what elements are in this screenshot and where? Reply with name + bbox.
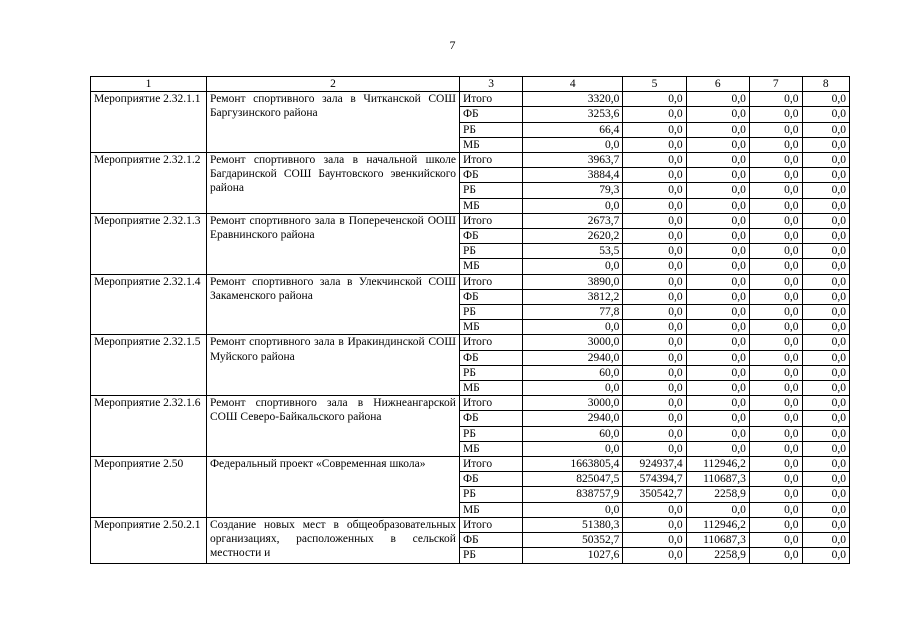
amount-col-7: 0,0 [749, 183, 802, 198]
amount-col-6: 0,0 [686, 92, 749, 107]
amount-col-6: 0,0 [686, 137, 749, 152]
table-row [91, 153, 850, 168]
amount-col-4: 3320,0 [523, 92, 623, 107]
amount-col-4: 3812,2 [523, 289, 623, 304]
amount-col-7: 0,0 [749, 92, 802, 107]
event-name: Ремонт спортивного зала в Нижнеангарской СОШ Северо-Байкальского района [206, 396, 459, 457]
header-row [91, 77, 850, 92]
amount-col-7: 0,0 [749, 122, 802, 137]
amount-col-8: 0,0 [802, 548, 849, 563]
amount-col-5: 350542,7 [623, 487, 686, 502]
funding-source: ФБ [459, 533, 522, 548]
funding-source: Итого [459, 92, 522, 107]
amount-col-5: 0,0 [623, 122, 686, 137]
amount-col-8: 0,0 [802, 335, 849, 350]
amount-col-8: 0,0 [802, 381, 849, 396]
amount-col-4: 3890,0 [523, 274, 623, 289]
funding-source: ФБ [459, 229, 522, 244]
funding-source: РБ [459, 548, 522, 563]
funding-source: Итого [459, 457, 522, 472]
amount-col-6: 110687,3 [686, 472, 749, 487]
amount-col-5: 0,0 [623, 365, 686, 380]
amount-col-4: 0,0 [523, 441, 623, 456]
amount-col-4: 2620,2 [523, 229, 623, 244]
amount-col-8: 0,0 [802, 517, 849, 532]
amount-col-5: 0,0 [623, 168, 686, 183]
amount-col-6: 0,0 [686, 396, 749, 411]
funding-source: МБ [459, 320, 522, 335]
amount-col-7: 0,0 [749, 229, 802, 244]
funding-source: Итого [459, 335, 522, 350]
amount-col-7: 0,0 [749, 274, 802, 289]
amount-col-5: 0,0 [623, 426, 686, 441]
amount-col-6: 0,0 [686, 441, 749, 456]
amount-col-4: 825047,5 [523, 472, 623, 487]
amount-col-4: 77,8 [523, 305, 623, 320]
amount-col-8: 0,0 [802, 350, 849, 365]
event-code: Мероприятие 2.50.2.1 [91, 517, 207, 563]
event-name: Ремонт спортивного зала в Иракиндинской СОШ Муйского района [206, 335, 459, 396]
amount-col-7: 0,0 [749, 259, 802, 274]
amount-col-8: 0,0 [802, 92, 849, 107]
amount-col-8: 0,0 [802, 365, 849, 380]
amount-col-5: 0,0 [623, 305, 686, 320]
amount-col-5: 0,0 [623, 289, 686, 304]
amount-col-8: 0,0 [802, 183, 849, 198]
funding-source: РБ [459, 365, 522, 380]
amount-col-5: 0,0 [623, 259, 686, 274]
amount-col-8: 0,0 [802, 107, 849, 122]
amount-col-5: 0,0 [623, 198, 686, 213]
table-row [91, 457, 850, 472]
amount-col-4: 0,0 [523, 502, 623, 517]
header-col-6: 6 [686, 77, 749, 92]
event-name: Ремонт спортивного зала в Читканской СОШ Баргузинского района [206, 92, 459, 153]
amount-col-7: 0,0 [749, 198, 802, 213]
amount-col-4: 53,5 [523, 244, 623, 259]
amount-col-6: 0,0 [686, 274, 749, 289]
amount-col-6: 0,0 [686, 426, 749, 441]
funding-source: ФБ [459, 350, 522, 365]
amount-col-4: 1663805,4 [523, 457, 623, 472]
amount-col-6: 0,0 [686, 259, 749, 274]
funding-source: ФБ [459, 411, 522, 426]
funding-source: Итого [459, 517, 522, 532]
event-name: Создание новых мест в общеобразовательных организациях, расположенных в сельской местности и [206, 517, 459, 563]
amount-col-8: 0,0 [802, 153, 849, 168]
amount-col-8: 0,0 [802, 441, 849, 456]
amount-col-8: 0,0 [802, 472, 849, 487]
amount-col-7: 0,0 [749, 320, 802, 335]
funding-source: Итого [459, 153, 522, 168]
amount-col-5: 574394,7 [623, 472, 686, 487]
amount-col-7: 0,0 [749, 213, 802, 228]
amount-col-7: 0,0 [749, 244, 802, 259]
amount-col-5: 0,0 [623, 381, 686, 396]
funding-source: РБ [459, 305, 522, 320]
amount-col-7: 0,0 [749, 441, 802, 456]
amount-col-7: 0,0 [749, 335, 802, 350]
amount-col-4: 3000,0 [523, 396, 623, 411]
amount-col-6: 0,0 [686, 183, 749, 198]
event-code: Мероприятие 2.32.1.5 [91, 335, 207, 396]
amount-col-4: 0,0 [523, 198, 623, 213]
amount-col-7: 0,0 [749, 533, 802, 548]
funding-source: ФБ [459, 168, 522, 183]
header-col-1: 1 [91, 77, 207, 92]
event-code: Мероприятие 2.32.1.4 [91, 274, 207, 335]
amount-col-6: 0,0 [686, 107, 749, 122]
amount-col-4: 2940,0 [523, 350, 623, 365]
amount-col-8: 0,0 [802, 305, 849, 320]
amount-col-5: 0,0 [623, 548, 686, 563]
amount-col-5: 0,0 [623, 320, 686, 335]
amount-col-4: 0,0 [523, 320, 623, 335]
amount-col-4: 79,3 [523, 183, 623, 198]
amount-col-4: 3000,0 [523, 335, 623, 350]
table-body [91, 92, 850, 563]
amount-col-7: 0,0 [749, 426, 802, 441]
amount-col-6: 0,0 [686, 350, 749, 365]
amount-col-5: 0,0 [623, 107, 686, 122]
amount-col-5: 0,0 [623, 350, 686, 365]
header-col-7: 7 [749, 77, 802, 92]
amount-col-7: 0,0 [749, 548, 802, 563]
header-col-4: 4 [523, 77, 623, 92]
funding-source: РБ [459, 244, 522, 259]
amount-col-6: 0,0 [686, 198, 749, 213]
amount-col-6: 0,0 [686, 213, 749, 228]
amount-col-7: 0,0 [749, 411, 802, 426]
funding-source: ФБ [459, 472, 522, 487]
amount-col-6: 110687,3 [686, 533, 749, 548]
amount-col-5: 0,0 [623, 533, 686, 548]
amount-col-5: 0,0 [623, 92, 686, 107]
amount-col-5: 0,0 [623, 183, 686, 198]
amount-col-4: 838757,9 [523, 487, 623, 502]
amount-col-6: 0,0 [686, 502, 749, 517]
event-code: Мероприятие 2.32.1.6 [91, 396, 207, 457]
amount-col-6: 0,0 [686, 289, 749, 304]
page-number: 7 [449, 38, 456, 52]
amount-col-8: 0,0 [802, 213, 849, 228]
table-row [91, 335, 850, 350]
amount-col-8: 0,0 [802, 229, 849, 244]
header-col-5: 5 [623, 77, 686, 92]
amount-col-8: 0,0 [802, 487, 849, 502]
amount-col-8: 0,0 [802, 259, 849, 274]
amount-col-8: 0,0 [802, 411, 849, 426]
amount-col-5: 0,0 [623, 244, 686, 259]
amount-col-8: 0,0 [802, 457, 849, 472]
amount-col-4: 0,0 [523, 137, 623, 152]
amount-col-6: 0,0 [686, 381, 749, 396]
event-code: Мероприятие 2.50 [91, 457, 207, 518]
amount-col-7: 0,0 [749, 487, 802, 502]
event-name: Федеральный проект «Современная школа» [206, 457, 459, 518]
amount-col-6: 112946,2 [686, 517, 749, 532]
table-row [91, 517, 850, 532]
amount-col-6: 0,0 [686, 122, 749, 137]
amount-col-7: 0,0 [749, 502, 802, 517]
amount-col-5: 0,0 [623, 411, 686, 426]
event-code: Мероприятие 2.32.1.2 [91, 153, 207, 214]
amount-col-7: 0,0 [749, 153, 802, 168]
table-row [91, 396, 850, 411]
table-row [91, 92, 850, 107]
amount-col-8: 0,0 [802, 426, 849, 441]
amount-col-7: 0,0 [749, 381, 802, 396]
amount-col-8: 0,0 [802, 396, 849, 411]
amount-col-7: 0,0 [749, 457, 802, 472]
funding-source: МБ [459, 381, 522, 396]
amount-col-4: 3884,4 [523, 168, 623, 183]
amount-col-5: 0,0 [623, 502, 686, 517]
funding-source: РБ [459, 183, 522, 198]
amount-col-7: 0,0 [749, 107, 802, 122]
funding-source: МБ [459, 198, 522, 213]
amount-col-4: 0,0 [523, 381, 623, 396]
funding-source: Итого [459, 274, 522, 289]
event-name: Ремонт спортивного зала в Улекчинской СОШ Закаменского района [206, 274, 459, 335]
amount-col-7: 0,0 [749, 289, 802, 304]
amount-col-7: 0,0 [749, 305, 802, 320]
funding-source: ФБ [459, 289, 522, 304]
funding-source: ФБ [459, 107, 522, 122]
amount-col-4: 60,0 [523, 426, 623, 441]
funding-source: РБ [459, 122, 522, 137]
amount-col-8: 0,0 [802, 198, 849, 213]
amount-col-4: 3253,6 [523, 107, 623, 122]
amount-col-5: 0,0 [623, 335, 686, 350]
amount-col-5: 0,0 [623, 229, 686, 244]
amount-col-7: 0,0 [749, 137, 802, 152]
event-code: Мероприятие 2.32.1.1 [91, 92, 207, 153]
header-col-8: 8 [802, 77, 849, 92]
amount-col-7: 0,0 [749, 517, 802, 532]
amount-col-6: 0,0 [686, 168, 749, 183]
amount-col-5: 0,0 [623, 274, 686, 289]
amount-col-4: 0,0 [523, 259, 623, 274]
amount-col-5: 0,0 [623, 396, 686, 411]
amount-col-5: 924937,4 [623, 457, 686, 472]
amount-col-6: 0,0 [686, 335, 749, 350]
header-col-3: 3 [459, 77, 522, 92]
amount-col-7: 0,0 [749, 396, 802, 411]
funding-source: Итого [459, 396, 522, 411]
amount-col-5: 0,0 [623, 517, 686, 532]
amount-col-6: 0,0 [686, 365, 749, 380]
amount-col-7: 0,0 [749, 472, 802, 487]
header-col-2: 2 [206, 77, 459, 92]
amount-col-8: 0,0 [802, 533, 849, 548]
funding-source: МБ [459, 441, 522, 456]
table-row [91, 274, 850, 289]
amount-col-6: 0,0 [686, 244, 749, 259]
funding-source: Итого [459, 213, 522, 228]
funding-source: МБ [459, 502, 522, 517]
amount-col-8: 0,0 [802, 320, 849, 335]
amount-col-6: 0,0 [686, 305, 749, 320]
amount-col-4: 2673,7 [523, 213, 623, 228]
table-row [91, 213, 850, 228]
amount-col-4: 50352,7 [523, 533, 623, 548]
amount-col-6: 112946,2 [686, 457, 749, 472]
amount-col-4: 1027,6 [523, 548, 623, 563]
amount-col-4: 66,4 [523, 122, 623, 137]
amount-col-8: 0,0 [802, 502, 849, 517]
amount-col-7: 0,0 [749, 365, 802, 380]
budget-table [90, 76, 850, 564]
funding-source: МБ [459, 259, 522, 274]
amount-col-5: 0,0 [623, 153, 686, 168]
amount-col-6: 2258,9 [686, 548, 749, 563]
amount-col-6: 2258,9 [686, 487, 749, 502]
amount-col-5: 0,0 [623, 137, 686, 152]
event-name: Ремонт спортивного зала в начальной школе Багдаринской СОШ Баунтовского эвенкийского района [206, 153, 459, 214]
amount-col-5: 0,0 [623, 441, 686, 456]
amount-col-4: 2940,0 [523, 411, 623, 426]
amount-col-6: 0,0 [686, 411, 749, 426]
table-header [91, 77, 850, 92]
amount-col-5: 0,0 [623, 213, 686, 228]
amount-col-8: 0,0 [802, 274, 849, 289]
amount-col-8: 0,0 [802, 122, 849, 137]
amount-col-6: 0,0 [686, 153, 749, 168]
amount-col-6: 0,0 [686, 320, 749, 335]
event-code: Мероприятие 2.32.1.3 [91, 213, 207, 274]
amount-col-6: 0,0 [686, 229, 749, 244]
amount-col-8: 0,0 [802, 289, 849, 304]
funding-source: РБ [459, 487, 522, 502]
amount-col-7: 0,0 [749, 168, 802, 183]
amount-col-8: 0,0 [802, 137, 849, 152]
amount-col-4: 3963,7 [523, 153, 623, 168]
funding-source: МБ [459, 137, 522, 152]
amount-col-4: 60,0 [523, 365, 623, 380]
amount-col-8: 0,0 [802, 244, 849, 259]
amount-col-4: 51380,3 [523, 517, 623, 532]
funding-source: РБ [459, 426, 522, 441]
event-name: Ремонт спортивного зала в Попереченской ООШ Еравнинского района [206, 213, 459, 274]
amount-col-7: 0,0 [749, 350, 802, 365]
amount-col-8: 0,0 [802, 168, 849, 183]
